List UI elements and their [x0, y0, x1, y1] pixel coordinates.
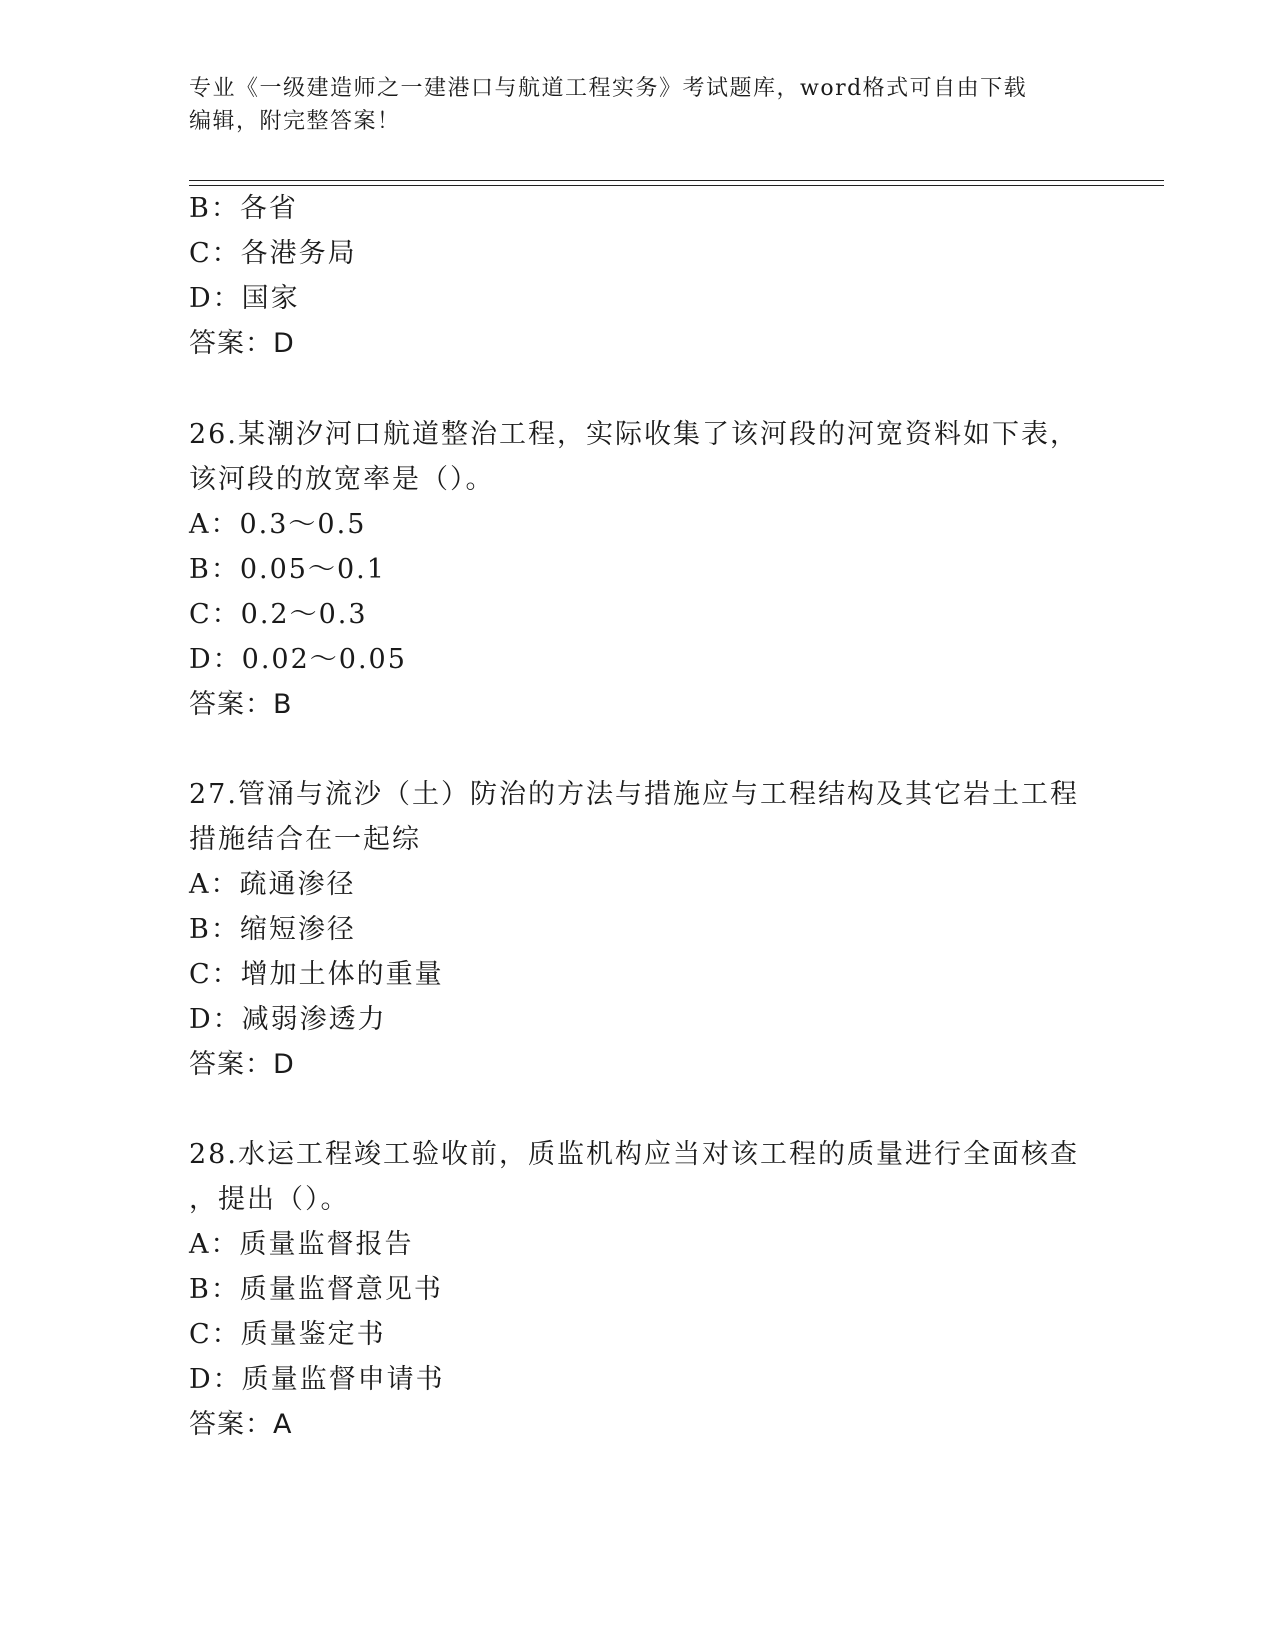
q27-answer: 答案：D [189, 1049, 295, 1080]
header-line-2: 编辑，附完整答案！ [189, 109, 401, 134]
q26-option-d: D：0.02～0.05 [189, 644, 407, 675]
q28-option-a: A：质量监督报告 [189, 1229, 414, 1260]
q28-answer: 答案：A [189, 1409, 293, 1440]
q25-answer: 答案：D [189, 328, 295, 359]
q27-question-line-2: 措施结合在一起综 [189, 824, 421, 855]
header-divider-top [189, 180, 1164, 181]
q25-option-c: C：各港务局 [189, 238, 357, 269]
q28-option-c: C：质量鉴定书 [189, 1319, 386, 1350]
q27-option-a: A：疏通渗径 [189, 869, 356, 900]
header-line-1: 专业《一级建造师之一建港口与航道工程实务》考试题库，word格式可自由下载 [189, 76, 1028, 101]
q26-question-line-2: 该河段的放宽率是（）。 [189, 464, 495, 495]
q26-answer: 答案：B [189, 689, 293, 720]
q25-option-d: D：国家 [189, 283, 300, 314]
q27-question-line-1: 27.管涌与流沙（土）防治的方法与措施应与工程结构及其它岩土工程 [189, 779, 1079, 810]
q27-option-c: C：增加土体的重量 [189, 959, 444, 990]
q26-option-c: C：0.2～0.3 [189, 599, 368, 630]
q26-question-line-1: 26.某潮汐河口航道整治工程，实际收集了该河段的河宽资料如下表， [189, 419, 1079, 450]
q27-option-d: D：减弱渗透力 [189, 1004, 387, 1035]
q25-option-b: B：各省 [189, 193, 298, 224]
document-header [189, 72, 1069, 138]
header-divider-bottom [189, 185, 1164, 186]
q26-option-b: B：0.05～0.1 [189, 554, 386, 585]
q28-option-b: B：质量监督意见书 [189, 1274, 443, 1305]
q26-option-a: A：0.3～0.5 [189, 509, 367, 540]
q28-question-line-1: 28.水运工程竣工验收前，质监机构应当对该工程的质量进行全面核查 [189, 1139, 1079, 1170]
q28-option-d: D：质量监督申请书 [189, 1364, 445, 1395]
q27-option-b: B：缩短渗径 [189, 914, 356, 945]
q28-question-line-2: ，提出（）。 [189, 1184, 350, 1215]
